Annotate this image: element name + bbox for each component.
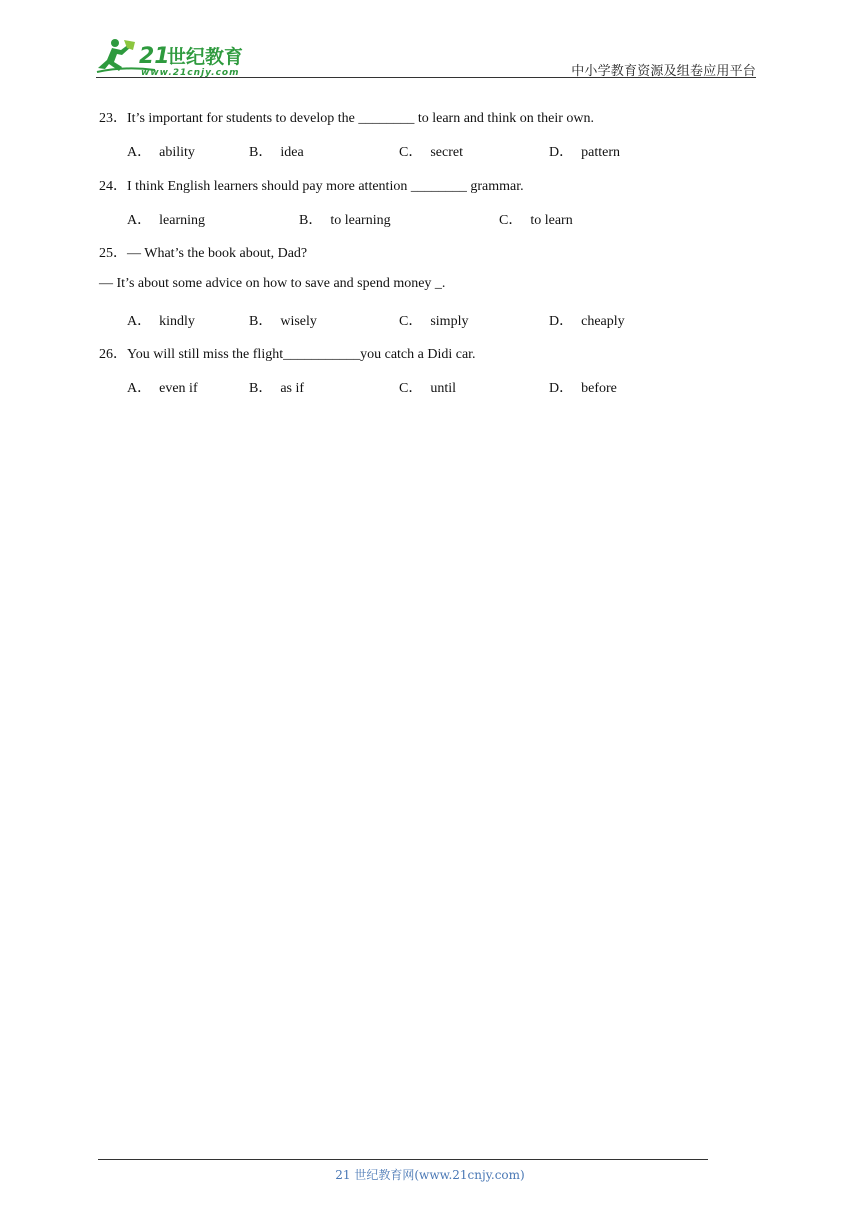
svg-text:21: 21: [139, 44, 170, 69]
question-26-option-a: A． even if: [127, 381, 198, 396]
svg-text:www.21cnjy.com: www.21cnjy.com: [141, 68, 240, 78]
question-23-option-a: A． ability: [127, 145, 195, 160]
footer-site-link[interactable]: 21 世纪教育网(www.21cnjy.com): [335, 1168, 525, 1182]
question-25-option-a: A． kindly: [127, 314, 195, 329]
question-25-option-c: C． simply: [399, 314, 469, 329]
question-25-stem-reply: — It’s about some advice on how to save and spend money _.: [99, 276, 446, 291]
question-26-option-c: C． until: [399, 381, 457, 396]
svg-text:世纪教育: 世纪教育: [167, 46, 244, 68]
question-25-option-d: D． cheaply: [549, 314, 625, 329]
footer-divider: [98, 1159, 708, 1160]
question-24-option-b: B． to learning: [299, 213, 391, 228]
question-23-option-c: C． secret: [399, 145, 463, 160]
question-26-stem: 26．You will still miss the flight___________you catch a Didi car.: [99, 347, 476, 362]
question-25-option-b: B． wisely: [249, 314, 317, 329]
question-24-stem: 24．I think English learners should pay more attention ________ grammar.: [99, 179, 524, 194]
runner-icon: [98, 39, 135, 71]
platform-name: 中小学教育资源及组卷应用平台: [571, 64, 756, 79]
question-24-option-c: C． to learn: [499, 213, 573, 228]
question-23-stem: 23．It’s important for students to develop the ________ to learn and think on their own.: [99, 111, 594, 126]
question-23-option-b: B． idea: [249, 145, 304, 160]
question-26-option-b: B． as if: [249, 381, 305, 396]
question-23-option-d: D． pattern: [549, 145, 620, 160]
site-logo: [95, 36, 260, 78]
question-25-stem: 25．— What’s the book about, Dad?: [99, 246, 308, 261]
header-divider: [96, 77, 756, 78]
question-24-option-a: A． learning: [127, 213, 205, 228]
question-26-option-d: D． before: [549, 381, 617, 396]
